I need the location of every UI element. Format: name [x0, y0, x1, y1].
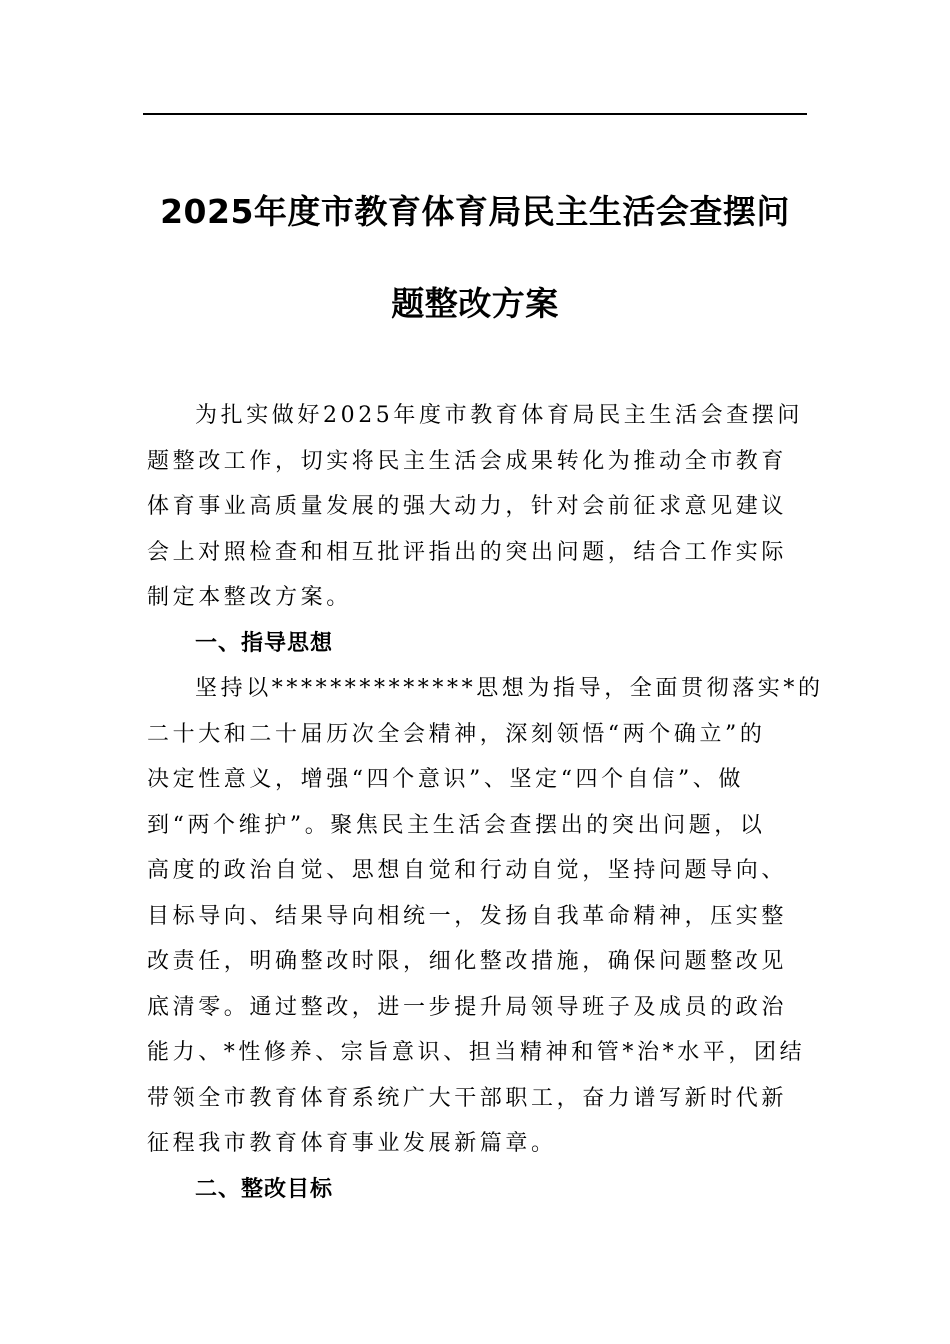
intro-line: 体育事业高质量发展的强大动力，针对会前征求意见建议 [147, 494, 788, 519]
paragraph-line: 到“两个维护”。聚焦民主生活会查摆出的突出问题，以 [147, 812, 766, 838]
guiding-thought-paragraph [147, 666, 824, 1167]
paragraph-line: 二十大和二十届历次全会精神，深刻领悟“两个确立”的 [147, 721, 766, 747]
document-body [147, 393, 824, 1212]
paragraph-line: 改责任，明确整改时限，细化整改措施，确保问题整改见 [147, 949, 788, 974]
paragraph-line: 目标导向、结果导向相统一，发扬自我革命精神，压实整 [147, 903, 788, 929]
paragraph-line: 高度的政治自觉、思想自觉和行动自觉，坚持问题导向、 [147, 858, 788, 883]
document-title [143, 166, 807, 350]
paragraph-line: 决定性意义，增强“四个意识”、坚定“四个自信”、做 [147, 767, 744, 792]
intro-line: 题整改工作，切实将民主生活会成果转化为推动全市教育 [147, 448, 788, 474]
section-heading-guiding-thought: 一、指导思想 [195, 630, 334, 656]
title-line-2: 题整改方案 [391, 284, 559, 323]
paragraph-line: 能力、*性修养、宗旨意识、担当精神和管*治*水平，团结 [147, 1040, 806, 1065]
header-rule [143, 113, 807, 115]
paragraph-line: 底清零。通过整改，进一步提升局领导班子及成员的政治 [147, 994, 788, 1020]
paragraph-line: 征程我市教育体育事业发展新篇章。 [147, 1131, 557, 1156]
paragraph-line: 带领全市教育体育系统广大干部职工，奋力谱写新时代新 [147, 1085, 788, 1111]
intro-line: 会上对照检查和相互批评指出的突出问题，结合工作实际 [147, 539, 788, 565]
intro-paragraph [147, 393, 807, 621]
intro-line: 制定本整改方案。 [147, 585, 352, 610]
intro-line: 为扎实做好2025年度市教育体育局民主生活会查摆问 [195, 403, 803, 428]
section-heading-rectification-goals: 二、整改目标 [195, 1176, 334, 1202]
paragraph-line: 坚持以**************思想为指导，全面贯彻落实*的 [195, 676, 824, 701]
title-line-1: 2025年度市教育体育局民主生活会查摆问 [160, 192, 790, 231]
